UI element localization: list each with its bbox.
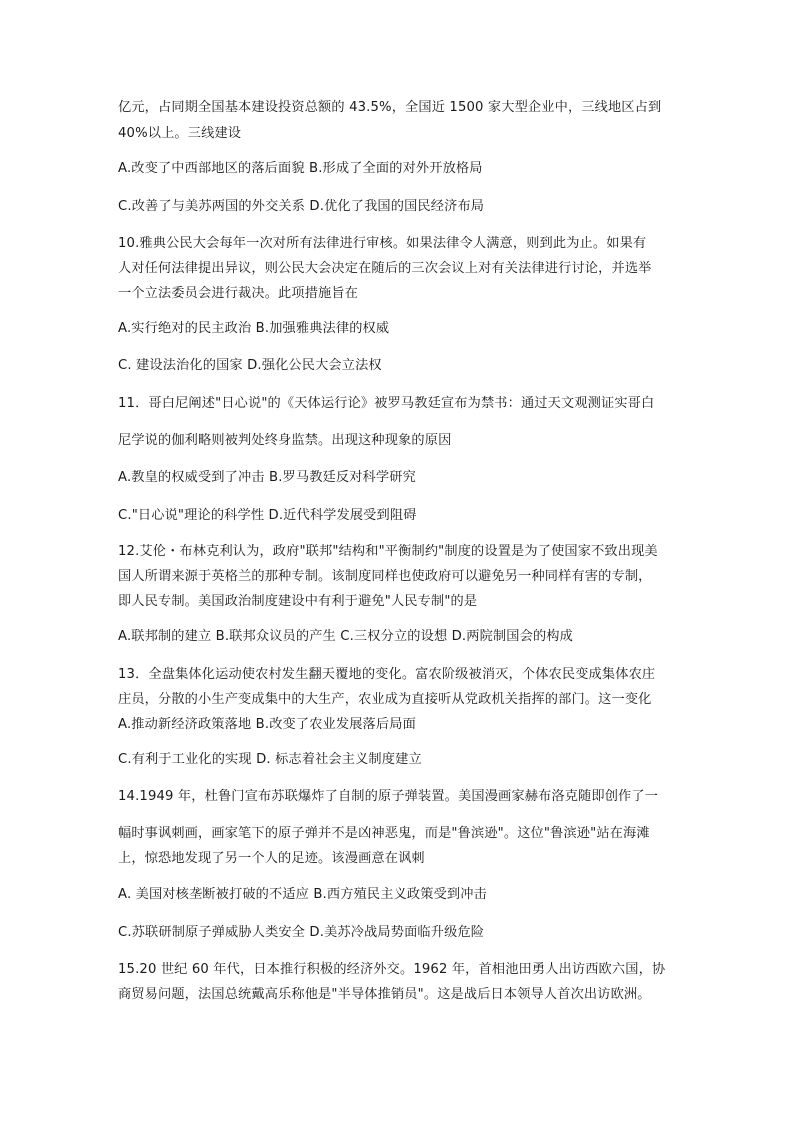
question-10-line: 10.雅典公民大会每年一次对所有法律进行审核。如果法律令人满意，则到此为止。如果有 bbox=[118, 236, 647, 251]
question-11-line: 尼学说的伽利略则被判处终身监禁。出现这种现象的原因 bbox=[118, 433, 452, 448]
option-line: A.推动新经济政策落地 B.改变了农业发展落后局面 bbox=[118, 717, 416, 732]
option-line: C. 建设法治化的国家 D.强化公民大会立法权 bbox=[118, 358, 382, 373]
text-line: 40%以上。三线建设 bbox=[118, 126, 242, 141]
question-12-line: 即人民专制。美国政治制度建设中有利于避免"人民专制"的是 bbox=[118, 594, 478, 609]
question-12-line: 国人所谓来源于英格兰的那种专制。该制度同样也使政府可以避免另一种同样有害的专制， bbox=[118, 569, 652, 584]
option-line: A.联邦制的建立 B.联邦众议员的产生 C.三权分立的设想 D.两院制国会的构成 bbox=[118, 629, 573, 644]
question-13-line: 庄员，分散的小生产变成集中的大生产，农业成为直接听从党政机关指挥的部门。这一变化 bbox=[118, 692, 652, 707]
question-11-line: 11．哥白尼阐述"日心说"的《天体运行论》被罗马教廷宣布为禁书：通过天文观测证实哥白 bbox=[118, 396, 655, 411]
question-10-line: 人对任何法律提出异议，则公民大会决定在随后的三次会议上对有关法律进行讨论，并选举 bbox=[118, 261, 652, 276]
option-line: C.有利于工业化的实现 D. 标志着社会主义制度建立 bbox=[118, 752, 422, 767]
question-14-line: 幅时事讽刺画，画家笔下的原子弹并不是凶神恶鬼，而是"鲁滨逊"。这位"鲁滨逊"站在海滩 bbox=[118, 826, 650, 841]
option-line: A.改变了中西部地区的落后面貌 B.形成了全面的对外开放格局 bbox=[118, 161, 483, 176]
question-12-line: 12.艾伦・布林克利认为，政府"联邦"结构和"平衡制约"制度的设置是为了使国家不致出现美 bbox=[118, 544, 658, 559]
question-13-line: 13．全盘集体化运动使农村发生翻天覆地的变化。富农阶级被消灭，个体农民变成集体农庄 bbox=[118, 667, 656, 682]
option-line: C.改善了与美苏两国的外交关系 D.优化了我国的国民经济布局 bbox=[118, 199, 485, 214]
question-14-line: 上，惊恐地发现了另一个人的足迹。该漫画意在讽刺 bbox=[118, 851, 425, 866]
option-line: A. 美国对核垄断被打破的不适应 B.西方殖民主义政策受到冲击 bbox=[118, 887, 487, 902]
question-15-line: 15.20 世纪 60 年代，日本推行积极的经济外交。1962 年，首相池田勇人出访西欧六国，协 bbox=[118, 962, 666, 977]
question-15-line: 商贸易问题，法国总统戴高乐称他是"半导体推销员"。这是战后日本领导人首次出访欧洲。 bbox=[118, 987, 651, 1002]
option-line: C.苏联研制原子弹威胁人类安全 D.美苏冷战局势面临升级危险 bbox=[118, 925, 485, 940]
question-10-line: 一个立法委员会进行裁决。此项措施旨在 bbox=[118, 286, 359, 301]
option-line: A.教皇的权威受到了冲击 B.罗马教廷反对科学研究 bbox=[118, 470, 416, 485]
option-line: C."日心说"理论的科学性 D.近代科学发展受到阻碍 bbox=[118, 508, 417, 523]
question-14-line: 14.1949 年，杜鲁门宣布苏联爆炸了自制的原子弹装置。美国漫画家赫布洛克随即创作了一 bbox=[118, 789, 659, 804]
text-line: 亿元，占同期全国基本建设投资总额的 43.5%，全国近 1500 家大型企业中，三线地区占到 bbox=[118, 100, 662, 115]
option-line: A.实行绝对的民主政治 B.加强雅典法律的权威 bbox=[118, 321, 390, 336]
